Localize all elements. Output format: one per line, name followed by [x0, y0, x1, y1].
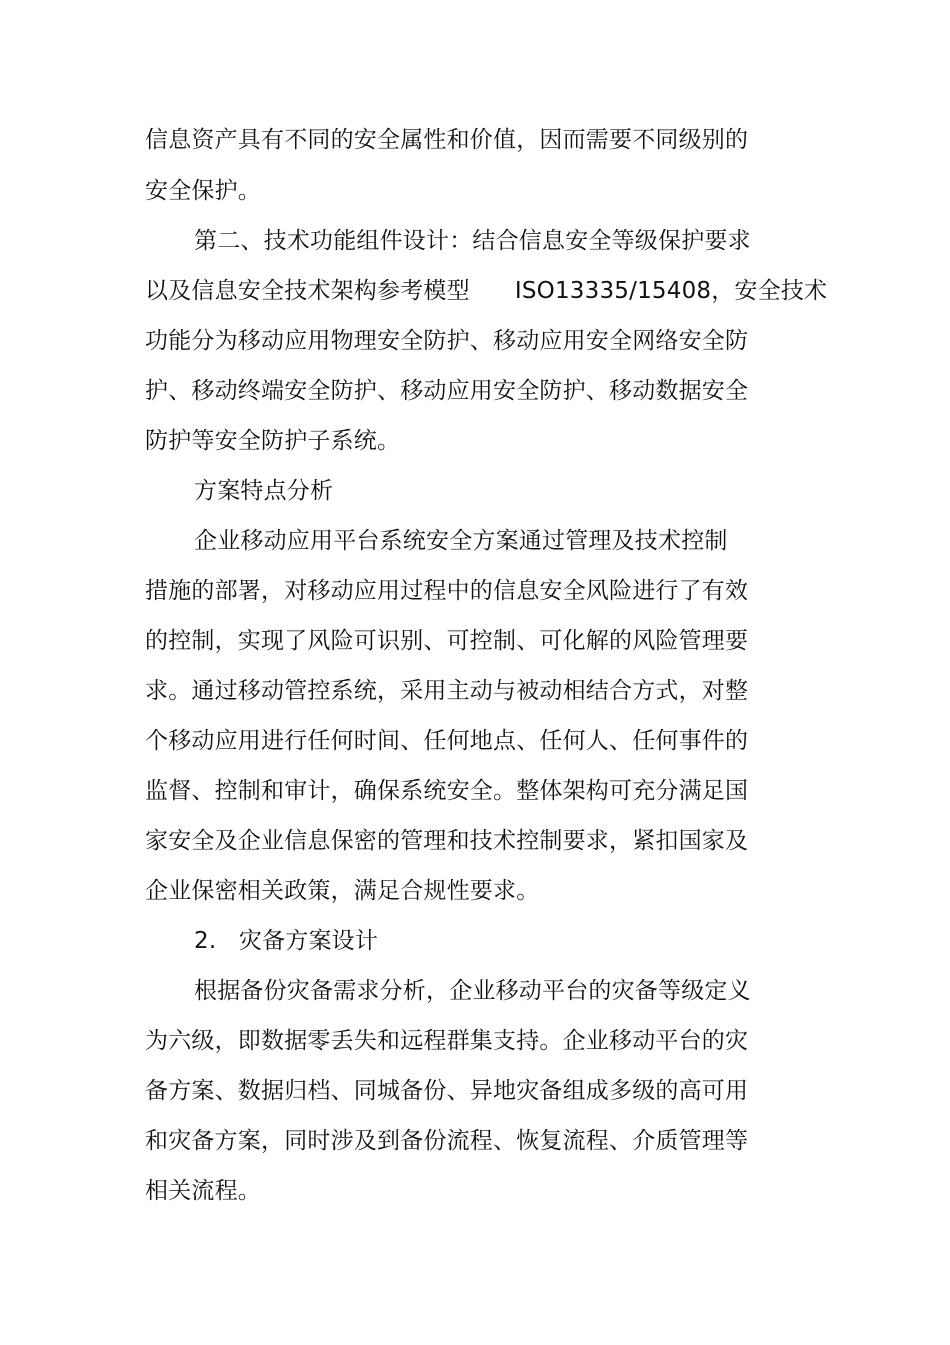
paragraph-line: 安全保护。 — [145, 178, 261, 204]
section-heading: 方案特点分析 — [194, 478, 334, 504]
paragraph-line: 企业移动应用平台系统安全方案通过管理及技术控制 — [194, 528, 728, 554]
paragraph-line: 和灾备方案，同时涉及到备份流程、恢复流程、介质管理等 — [145, 1128, 749, 1154]
paragraph-line: 功能分为移动应用物理安全防护、移动应用安全网络安全防 — [145, 328, 749, 354]
paragraph-line: 为六级，即数据零丢失和远程群集支持。企业移动平台的灾 — [145, 1028, 749, 1054]
paragraph-line: 护、移动终端安全防护、移动应用安全防护、移动数据安全 — [145, 378, 749, 404]
paragraph-line: 家安全及企业信息保密的管理和技术控制要求，紧扣国家及 — [145, 828, 749, 854]
section-heading: 2. 灾备方案设计 — [194, 928, 379, 954]
paragraph-line: 第二、技术功能组件设计：结合信息安全等级保护要求 — [194, 228, 751, 254]
paragraph-line: 企业保密相关政策，满足合规性要求。 — [145, 878, 540, 904]
paragraph-line: 备方案、数据归档、同城备份、异地灾备组成多级的高可用 — [145, 1078, 749, 1104]
paragraph-line: 根据备份灾备需求分析，企业移动平台的灾备等级定义 — [194, 978, 751, 1004]
paragraph-line: 监督、控制和审计，确保系统安全。整体架构可充分满足国 — [145, 778, 749, 804]
paragraph-line: 防护等安全防护子系统。 — [145, 428, 401, 454]
paragraph-line: 措施的部署，对移动应用过程中的信息安全风险进行了有效 — [145, 578, 749, 604]
paragraph-line: 个移动应用进行任何时间、任何地点、任何人、任何事件的 — [145, 728, 749, 754]
paragraph-line: 的控制，实现了风险可识别、可控制、可化解的风险管理要 — [145, 628, 749, 654]
paragraph-line: 求。通过移动管控系统，采用主动与被动相结合方式，对整 — [145, 678, 749, 704]
paragraph-line: 相关流程。 — [145, 1178, 261, 1204]
paragraph-line: 以及信息安全技术架构参考模型 ISO13335/15408，安全技术 — [145, 278, 828, 304]
paragraph-line: 信息资产具有不同的安全属性和价值，因而需要不同级别的 — [145, 127, 749, 153]
